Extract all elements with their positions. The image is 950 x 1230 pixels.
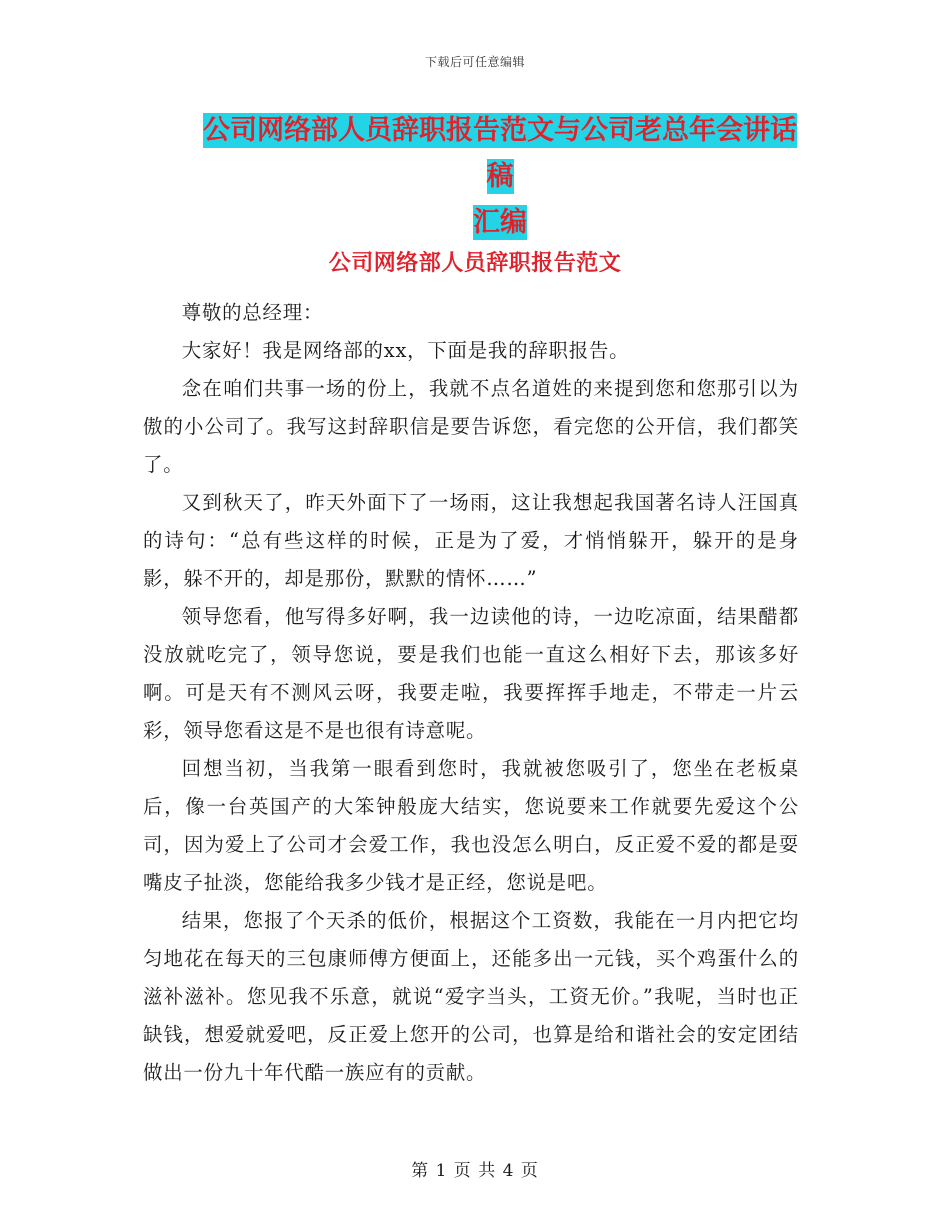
body-paragraph: 结果，您报了个天杀的低价，根据这个工资数，我能在一月内把它均匀地花在每天的三包康师傅方便面上，还能多出一元钱，买个鸡蛋什么的滋补滋补。您见我不乐意，就说“爱字当头，工资无价。”我呢，当时也正缺钱，想爱就爱吧，反正爱上您开的公司，也算是给和谐社会的安定团结做出一份九十年代酷一族应有的贡献。	[143, 909, 799, 1084]
section-title: 公司网络部人员辞职报告范文	[328, 250, 622, 276]
document-title-line-1: 公司网络部人员辞职报告范文与公司老总年会讲话稿	[203, 115, 797, 192]
header-note: 下载后可任意编辑	[424, 55, 525, 69]
body-paragraph: 回想当初，当我第一眼看到您时，我就被您吸引了，您坐在老板桌后，像一台英国产的大笨钟般庞大结实，您说要来工作就要先爱这个公司，因为爱上了公司才会爱工作，我也没怎么明白，反正爱不爱的都是耍嘴皮子扯淡，您能给我多少钱才是正经，您说是吧。	[143, 757, 799, 894]
document-body	[143, 294, 799, 1092]
document-title-line-2: 汇编	[473, 207, 527, 238]
body-paragraph: 大家好！我是网络部的xx，下面是我的辞职报告。	[181, 339, 630, 362]
salutation-paragraph: 尊敬的总经理：	[181, 301, 324, 324]
document-title	[190, 108, 810, 246]
body-paragraph: 领导您看，他写得多好啊，我一边读他的诗，一边吃凉面，结果醋都没放就吃完了，领导您说，要是我们也能一直这么相好下去，那该多好啊。可是天有不测风云呀，我要走啦，我要挥挥手地走，不带走一片云彩，领导您看这是不是也很有诗意呢。	[143, 605, 799, 742]
page-number-footer: 第 1 页 共 4 页	[411, 1161, 539, 1181]
body-paragraph: 又到秋天了，昨天外面下了一场雨，这让我想起我国著名诗人汪国真的诗句：“总有些这样的时候，正是为了爱，才悄悄躲开，躲开的是身影，躲不开的，却是那份，默默的情怀……”	[143, 491, 799, 590]
body-paragraph: 念在咱们共事一场的份上，我就不点名道姓的来提到您和您那引以为傲的小公司了。我写这封辞职信是要告诉您，看完您的公开信，我们都笑了。	[143, 377, 799, 476]
